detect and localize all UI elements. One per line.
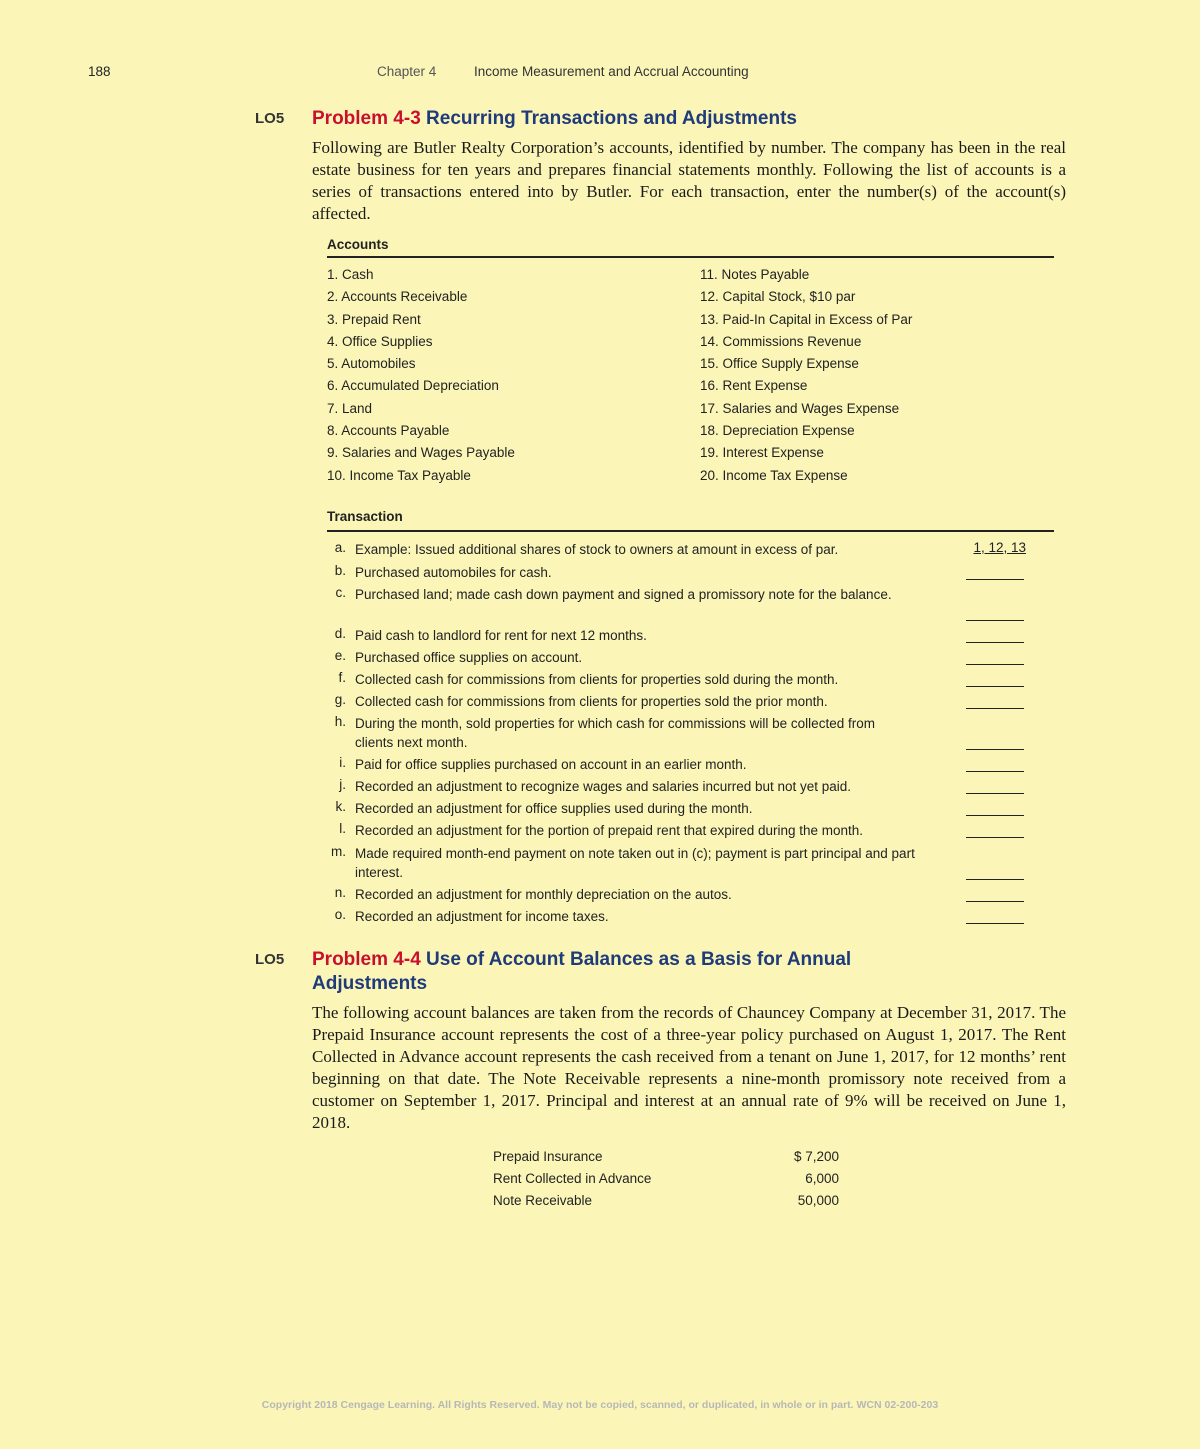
account-item: 16. Rent Expense — [700, 378, 808, 394]
answer-blank[interactable] — [966, 793, 1024, 794]
transaction-text: Collected cash for commissions from clients for properties sold the prior month. — [355, 694, 828, 709]
learning-objective-label-2: LO5 — [255, 951, 285, 968]
answer-blank[interactable] — [966, 579, 1024, 580]
transaction-letter: f. — [338, 670, 346, 685]
answer-blank[interactable] — [966, 771, 1024, 772]
account-item: 8. Accounts Payable — [327, 423, 450, 439]
transaction-text: Purchased office supplies on account. — [355, 650, 583, 665]
transaction-text: Recorded an adjustment for income taxes. — [355, 909, 609, 924]
accounts-list-left — [327, 264, 687, 487]
account-item: 18. Depreciation Expense — [700, 423, 855, 439]
learning-objective-label: LO5 — [255, 110, 285, 127]
transaction-text: Recorded an adjustment to recognize wages and salaries incurred but not yet paid. — [355, 779, 852, 794]
accounts-list-right — [700, 264, 1050, 487]
account-item: 13. Paid-In Capital in Excess of Par — [700, 311, 913, 327]
answer-blank[interactable] — [966, 749, 1024, 750]
account-item: 5. Automobiles — [327, 356, 416, 372]
problem-title-2-line1: Use of Account Balances as a Basis for Annual — [426, 949, 852, 970]
balance-account: Note Receivable — [493, 1193, 593, 1208]
transaction-text: Paid cash to landlord for rent for next 12 months. — [355, 628, 647, 643]
problem-intro: Following are Butler Realty Corporation’s accounts, identified by number. The company has been in the real estate business for ten years and prepares financial statements monthly. Following the list of accounts is a series of transactions entered into by Butler. For each transaction, enter the number(s) of the account(s) affected. — [312, 138, 1066, 223]
problem-heading-2 — [312, 948, 1052, 996]
transaction-letter: m. — [331, 844, 346, 859]
problem-heading — [312, 107, 797, 131]
account-item: 11. Notes Payable — [700, 267, 810, 282]
account-item: 1. Cash — [327, 267, 374, 282]
answer-blank[interactable] — [966, 620, 1024, 621]
transaction-letter: a. — [334, 540, 346, 555]
answer-blank[interactable] — [966, 879, 1024, 880]
transaction-letter: c. — [335, 585, 346, 600]
answer-blank[interactable] — [966, 642, 1024, 643]
account-item: 15. Office Supply Expense — [700, 356, 859, 372]
answer-blank[interactable] — [966, 837, 1024, 838]
account-item: 14. Commissions Revenue — [700, 333, 862, 349]
balance-amount: 50,000 — [797, 1193, 839, 1208]
transaction-letter: o. — [334, 907, 346, 922]
transaction-text: Made required month-end payment on note taken out in (c); payment is part principal and part interest. — [355, 846, 915, 880]
transaction-letter: n. — [334, 885, 346, 900]
transaction-text: Recorded an adjustment for monthly depreciation on the autos. — [355, 887, 732, 902]
balance-row — [493, 1193, 839, 1215]
account-item: 7. Land — [327, 400, 373, 416]
balance-account: Prepaid Insurance — [493, 1149, 603, 1164]
problem-title-2-line2: Adjustments — [312, 973, 428, 994]
chapter-label: Chapter 4 — [377, 64, 437, 79]
account-item: 9. Salaries and Wages Payable — [327, 445, 515, 461]
account-item: 2. Accounts Receivable — [327, 289, 468, 305]
transaction-text: Example: Issued additional shares of stock to owners at amount in excess of par. — [355, 542, 839, 557]
transaction-letter: b. — [334, 563, 346, 578]
transaction-text: Purchased automobiles for cash. — [355, 565, 552, 580]
transaction-answer: 1, 12, 13 — [973, 540, 1026, 555]
answer-blank[interactable] — [966, 708, 1024, 709]
transaction-text: Recorded an adjustment for the portion of prepaid rent that expired during the month. — [355, 823, 864, 838]
balance-amount: $ 7,200 — [793, 1149, 839, 1164]
transaction-letter: j. — [339, 777, 346, 792]
transaction-letter: i. — [339, 755, 346, 770]
problem-title: Recurring Transactions and Adjustments — [426, 108, 797, 129]
copyright-footer: Copyright 2018 Cengage Learning. All Rights Reserved. May not be copied, scanned, or duplicated, in whole or in part. WCN 02-200-203 — [261, 1399, 939, 1411]
chapter-title: Income Measurement and Accrual Accounting — [474, 64, 749, 79]
balance-row — [493, 1171, 839, 1193]
transaction-label: Transaction — [327, 509, 403, 524]
transaction-letter: d. — [334, 626, 346, 641]
transaction-text: During the month, sold properties for which cash for commissions will be collected from clients next month. — [355, 716, 875, 750]
account-item: 4. Office Supplies — [327, 333, 433, 349]
page-number: 188 — [88, 64, 111, 79]
transaction-letter: g. — [334, 692, 346, 707]
transaction-letter: e. — [334, 648, 346, 663]
answer-blank[interactable] — [966, 664, 1024, 665]
accounts-rule — [327, 256, 1054, 258]
account-item: 6. Accumulated Depreciation — [327, 378, 499, 394]
transaction-text: Paid for office supplies purchased on account in an earlier month. — [355, 757, 747, 772]
answer-blank[interactable] — [966, 901, 1024, 902]
answer-blank[interactable] — [966, 923, 1024, 924]
balance-account: Rent Collected in Advance — [493, 1171, 652, 1186]
account-item: 17. Salaries and Wages Expense — [700, 400, 900, 416]
transaction-letter: l. — [339, 821, 346, 836]
transaction-text: Collected cash for commissions from clients for properties sold during the month. — [355, 672, 839, 687]
account-item: 12. Capital Stock, $10 par — [700, 289, 856, 305]
account-item: 3. Prepaid Rent — [327, 311, 421, 327]
balance-amount: 6,000 — [805, 1171, 839, 1186]
answer-blank[interactable] — [966, 686, 1024, 687]
transaction-text: Purchased land; made cash down payment and signed a promissory note for the balance. — [355, 587, 892, 602]
answer-blank[interactable] — [966, 815, 1024, 816]
balances-table — [493, 1149, 839, 1215]
problem-intro-2: The following account balances are taken from the records of Chauncey Company at December 31, 2017. The Prepaid Insurance account represents the cost of a three-year policy purchased on August 1, 2017. The Rent Collected in Advance account represents the cash received from a tenant on June 1, 2017, for 12 months’ rent beginning on that date. The Note Receivable represents a nine-month promissory note received from a customer on September 1, 2017. Principal and interest at an annual rate of 9% will be received on June 1, 2018. — [312, 1003, 1066, 1132]
account-item: 10. Income Tax Payable — [327, 467, 471, 483]
problem-number-2: Problem 4-4 — [312, 949, 421, 970]
transaction-text: Recorded an adjustment for office supplies used during the month. — [355, 801, 753, 816]
problem-number: Problem 4-3 — [312, 108, 421, 129]
account-item: 20. Income Tax Expense — [700, 467, 848, 483]
transaction-rule — [327, 530, 1054, 532]
transaction-letter: k. — [335, 799, 346, 814]
transaction-letter: h. — [334, 714, 346, 729]
accounts-label: Accounts — [327, 237, 389, 252]
balance-row — [493, 1149, 839, 1171]
account-item: 19. Interest Expense — [700, 445, 824, 461]
